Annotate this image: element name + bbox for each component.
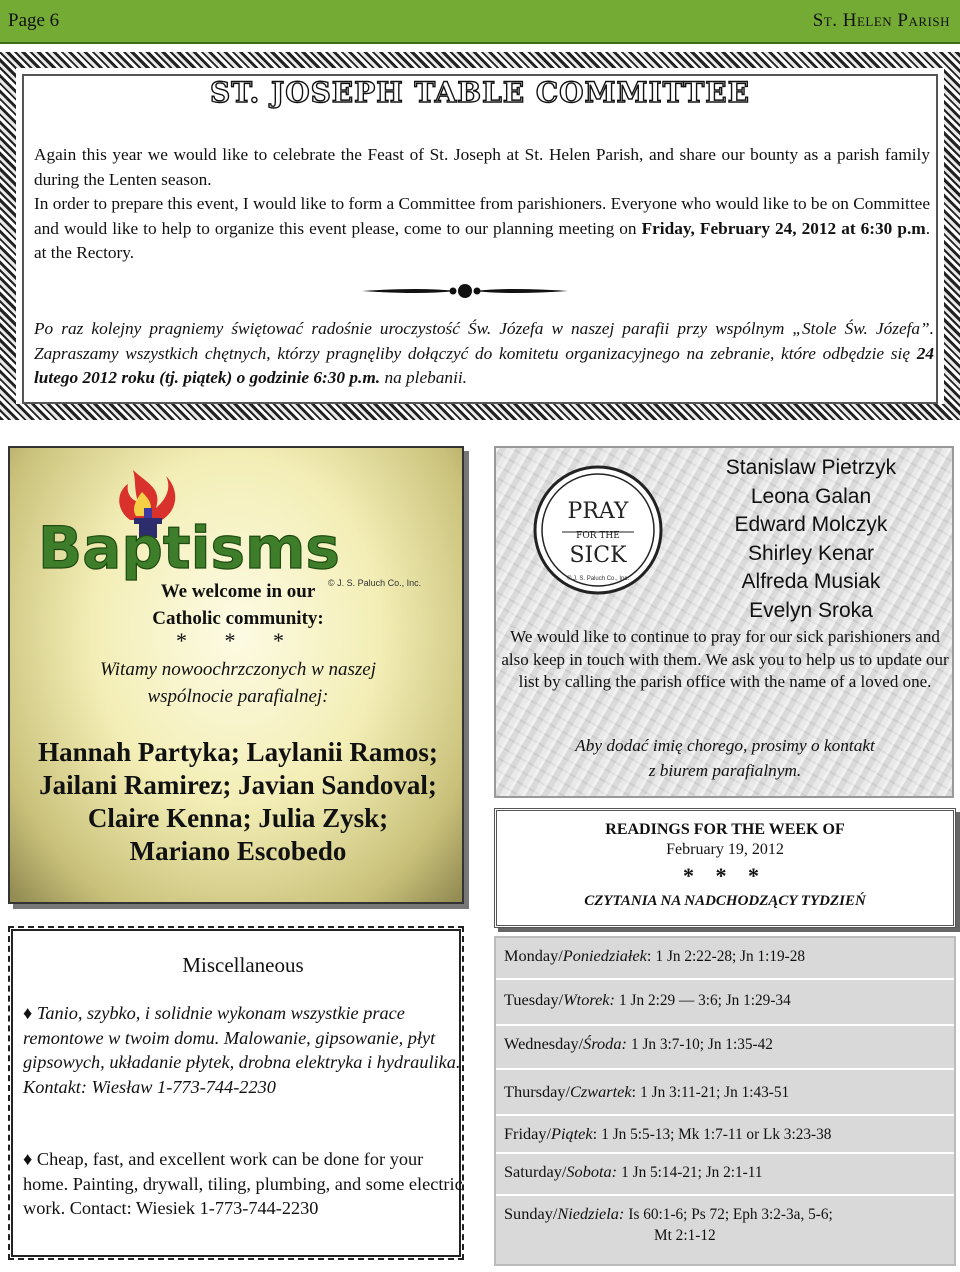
reading-row-saturday: Saturday/Sobota: 1 Jn 5:14-21; Jn 2:1-11 (504, 1162, 763, 1181)
baptisms-welcome (10, 578, 466, 632)
day-polish: Czwartek (570, 1082, 632, 1101)
miscellaneous-box (4, 922, 468, 1264)
logo-sick: SICK (569, 543, 627, 568)
baptisms-polish (10, 656, 466, 710)
readings-stars: * * * (683, 863, 767, 888)
sick-polish-line-2: z biurem parafialnym. (648, 760, 802, 780)
row-divider (496, 1114, 954, 1116)
welcome-line-1: We welcome in our (160, 581, 316, 602)
day-polish: Piątek (551, 1124, 593, 1143)
reading-row-tuesday: Tuesday/Wtorek: 1 Jn 2:29 — 3:6; Jn 1:29-34 (504, 990, 791, 1009)
reading-row-wednesday: Wednesday/Środa: 1 Jn 3:7-10; Jn 1:35-42 (504, 1034, 773, 1053)
sick-name: Evelyn Sroka (749, 598, 873, 622)
day-polish: Środa: (583, 1034, 627, 1053)
readings-heading-box (494, 808, 956, 928)
row-divider (496, 1024, 954, 1026)
sick-name: Leona Galan (750, 484, 872, 508)
day-polish: Niedziela: (557, 1204, 625, 1223)
day-polish: Sobota: (566, 1162, 618, 1181)
misc-item-polish (23, 1001, 463, 1099)
day-english: Sunday (504, 1204, 553, 1223)
pray-for-sick-logo (532, 464, 664, 596)
sick-name: Edward Molczyk (734, 513, 888, 536)
baptisms-logo-text: Baptisms (38, 514, 340, 582)
meeting-date-polish: 24 lutego 2012 roku (tj. piątek) o godzinie 6:30 p.m. (34, 343, 934, 387)
diamond-bullet-icon: ♦ (23, 1149, 33, 1169)
baptisms-stars: * * * (176, 628, 300, 653)
st-joseph-paragraph-2: In order to prepare this event, I would like to form a Committee from parishioners. Everyone who would like to be on Committee and would like to help to organize this event please, come to our planning meeting on (34, 194, 930, 238)
logo-credit: © J. S. Paluch Co., Inc. (566, 576, 630, 582)
st-joseph-title: ST. JOSEPH TABLE COMMITTEE (210, 76, 750, 109)
page-header (0, 0, 960, 44)
sick-polish-line-1: Aby dodać imię chorego, prosimy o kontakt (575, 736, 875, 755)
scripture-ref: 1 Jn 2:22-28; Jn 1:19-28 (655, 948, 806, 965)
misc-item-english-text: Cheap, fast, and excellent work can be done for your home. Painting, drywall, tiling, plumbing, and some electric work. Contact: Wiesiek 1-773-744-2230 (23, 1149, 463, 1219)
names-line-1: Hannah Partyka; Laylanii Ramos; (38, 737, 438, 767)
st-joseph-paragraph-1: Again this year we would like to celebrate the Feast of St. Joseph at St. Helen Parish, and share our bounty as a parish family during the Lenten season. (34, 145, 930, 189)
day-english: Wednesday (504, 1034, 579, 1053)
polish-line-2: wspólnocie parafialnej: (147, 686, 329, 707)
page-number: Page 6 (8, 10, 60, 31)
names-line-4: Mariano Escobedo (129, 836, 347, 866)
baptisms-box (8, 446, 464, 904)
sick-description: We would like to continue to pray for our sick parishioners and also keep in touch with them. We ask you to help us to update our list by calling the parish office with the name of a loved one. (501, 627, 949, 692)
meeting-location: . at the Rectory. (34, 218, 931, 262)
misc-item-polish-text: Tanio, szybko, i solidnie wykonam wszystkie prace remontowe w twoim domu. Malowanie, gipsowanie, płyt gipsowych, układanie płytek, drobna elektryka i hydraulika. Kontakt: Wiesław 1-773-744-2230 (23, 1003, 461, 1097)
reading-row-friday: Friday/Piątek: 1 Jn 5:5-13; Mk 1:7-11 or Lk 3:23-38 (504, 1124, 832, 1143)
scripture-ref: 1 Jn 5:5-13; Mk 1:7-11 or Lk 3:23-38 (601, 1126, 832, 1143)
baptized-names (10, 736, 466, 868)
scripture-ref: 1 Jn 5:14-21; Jn 2:1-11 (621, 1164, 763, 1181)
day-polish: Poniedziałek (562, 946, 647, 965)
day-english: Monday (504, 946, 559, 965)
parish-name: St. Helen Parish (812, 10, 950, 31)
sick-name: Shirley Kenar (747, 541, 875, 565)
sick-name: Alfreda Musiak (741, 570, 881, 593)
st-joseph-polish-text: Po raz kolejny pragniemy świętować radośnie uroczystość Św. Józefa w naszej parafii przy wspólnym „Stole Św. Józefa”. Zapraszamy wszystkich chętnych, którzy pragnęliby dołączyć do komitetu organizacyjnego na zebranie, które odbędzie się (34, 319, 934, 363)
readings-title: READINGS FOR THE WEEK OF (605, 821, 845, 838)
row-divider (496, 1068, 954, 1070)
day-english: Friday (504, 1124, 547, 1143)
reading-row-thursday: Thursday/Czwartek: 1 Jn 3:11-21; Jn 1:43-51 (504, 1082, 790, 1101)
meeting-location-polish: na plebanii. (384, 368, 467, 387)
scripture-ref: 1 Jn 2:29 — 3:6; Jn 1:29-34 (619, 992, 791, 1009)
row-divider (496, 1152, 954, 1154)
baptisms-logo-credit: © J. S. Paluch Co., Inc. (328, 578, 422, 588)
scripture-ref: 1 Jn 3:11-21; Jn 1:43-51 (640, 1084, 790, 1101)
readings-date: February 19, 2012 (666, 841, 784, 858)
logo-for-the: FOR THE (576, 531, 620, 541)
day-english: Saturday (504, 1162, 562, 1181)
welcome-line-2: Catholic community: (152, 608, 324, 629)
diamond-bullet-icon: ♦ (23, 1003, 33, 1023)
sick-names-list (696, 454, 926, 625)
names-line-2: Jailani Ramirez; Javian Sandoval; (39, 770, 437, 800)
misc-title: Miscellaneous (182, 953, 304, 977)
day-english: Tuesday (504, 990, 559, 1009)
row-divider (496, 978, 954, 980)
day-english: Thursday (504, 1082, 566, 1101)
st-joseph-body (34, 143, 930, 266)
readings-table (494, 936, 956, 1266)
logo-pray: PRAY (567, 499, 629, 524)
sick-name: Stanislaw Pietrzyk (725, 456, 897, 479)
polish-line-1: Witamy nowoochrzczonych w naszej (99, 659, 376, 680)
scripture-ref: 1 Jn 3:7-10; Jn 1:35-42 (630, 1036, 773, 1053)
readings-polish-title: CZYTANIA NA NADCHODZĄCY TYDZIEŃ (584, 893, 866, 909)
row-divider (496, 1194, 954, 1196)
day-polish: Wtorek: (563, 990, 615, 1009)
scripture-ref: Is 60:1-6; Ps 72; Eph 3:2-3a, 5-6; (628, 1206, 833, 1223)
sick-polish (500, 734, 950, 783)
reading-row-sunday: Sunday/Niedziela: Is 60:1-6; Ps 72; Eph 3:2-3a, 5-6; Mt 2:1-12 (504, 1204, 833, 1244)
ornament-divider-icon (360, 282, 570, 300)
pray-for-sick-box (494, 446, 954, 798)
baptisms-logo (38, 462, 458, 592)
meeting-date: Friday, February 24, 2012 at 6:30 p.m (641, 218, 926, 238)
reading-row-monday: Monday/Poniedziałek: 1 Jn 2:22-28; Jn 1:19-28 (504, 946, 806, 965)
names-line-3: Claire Kenna; Julia Zysk; (87, 803, 389, 833)
misc-item-english (23, 1147, 463, 1221)
scripture-ref-continued: Mt 2:1-12 (654, 1227, 716, 1244)
st-joseph-polish (34, 317, 934, 391)
